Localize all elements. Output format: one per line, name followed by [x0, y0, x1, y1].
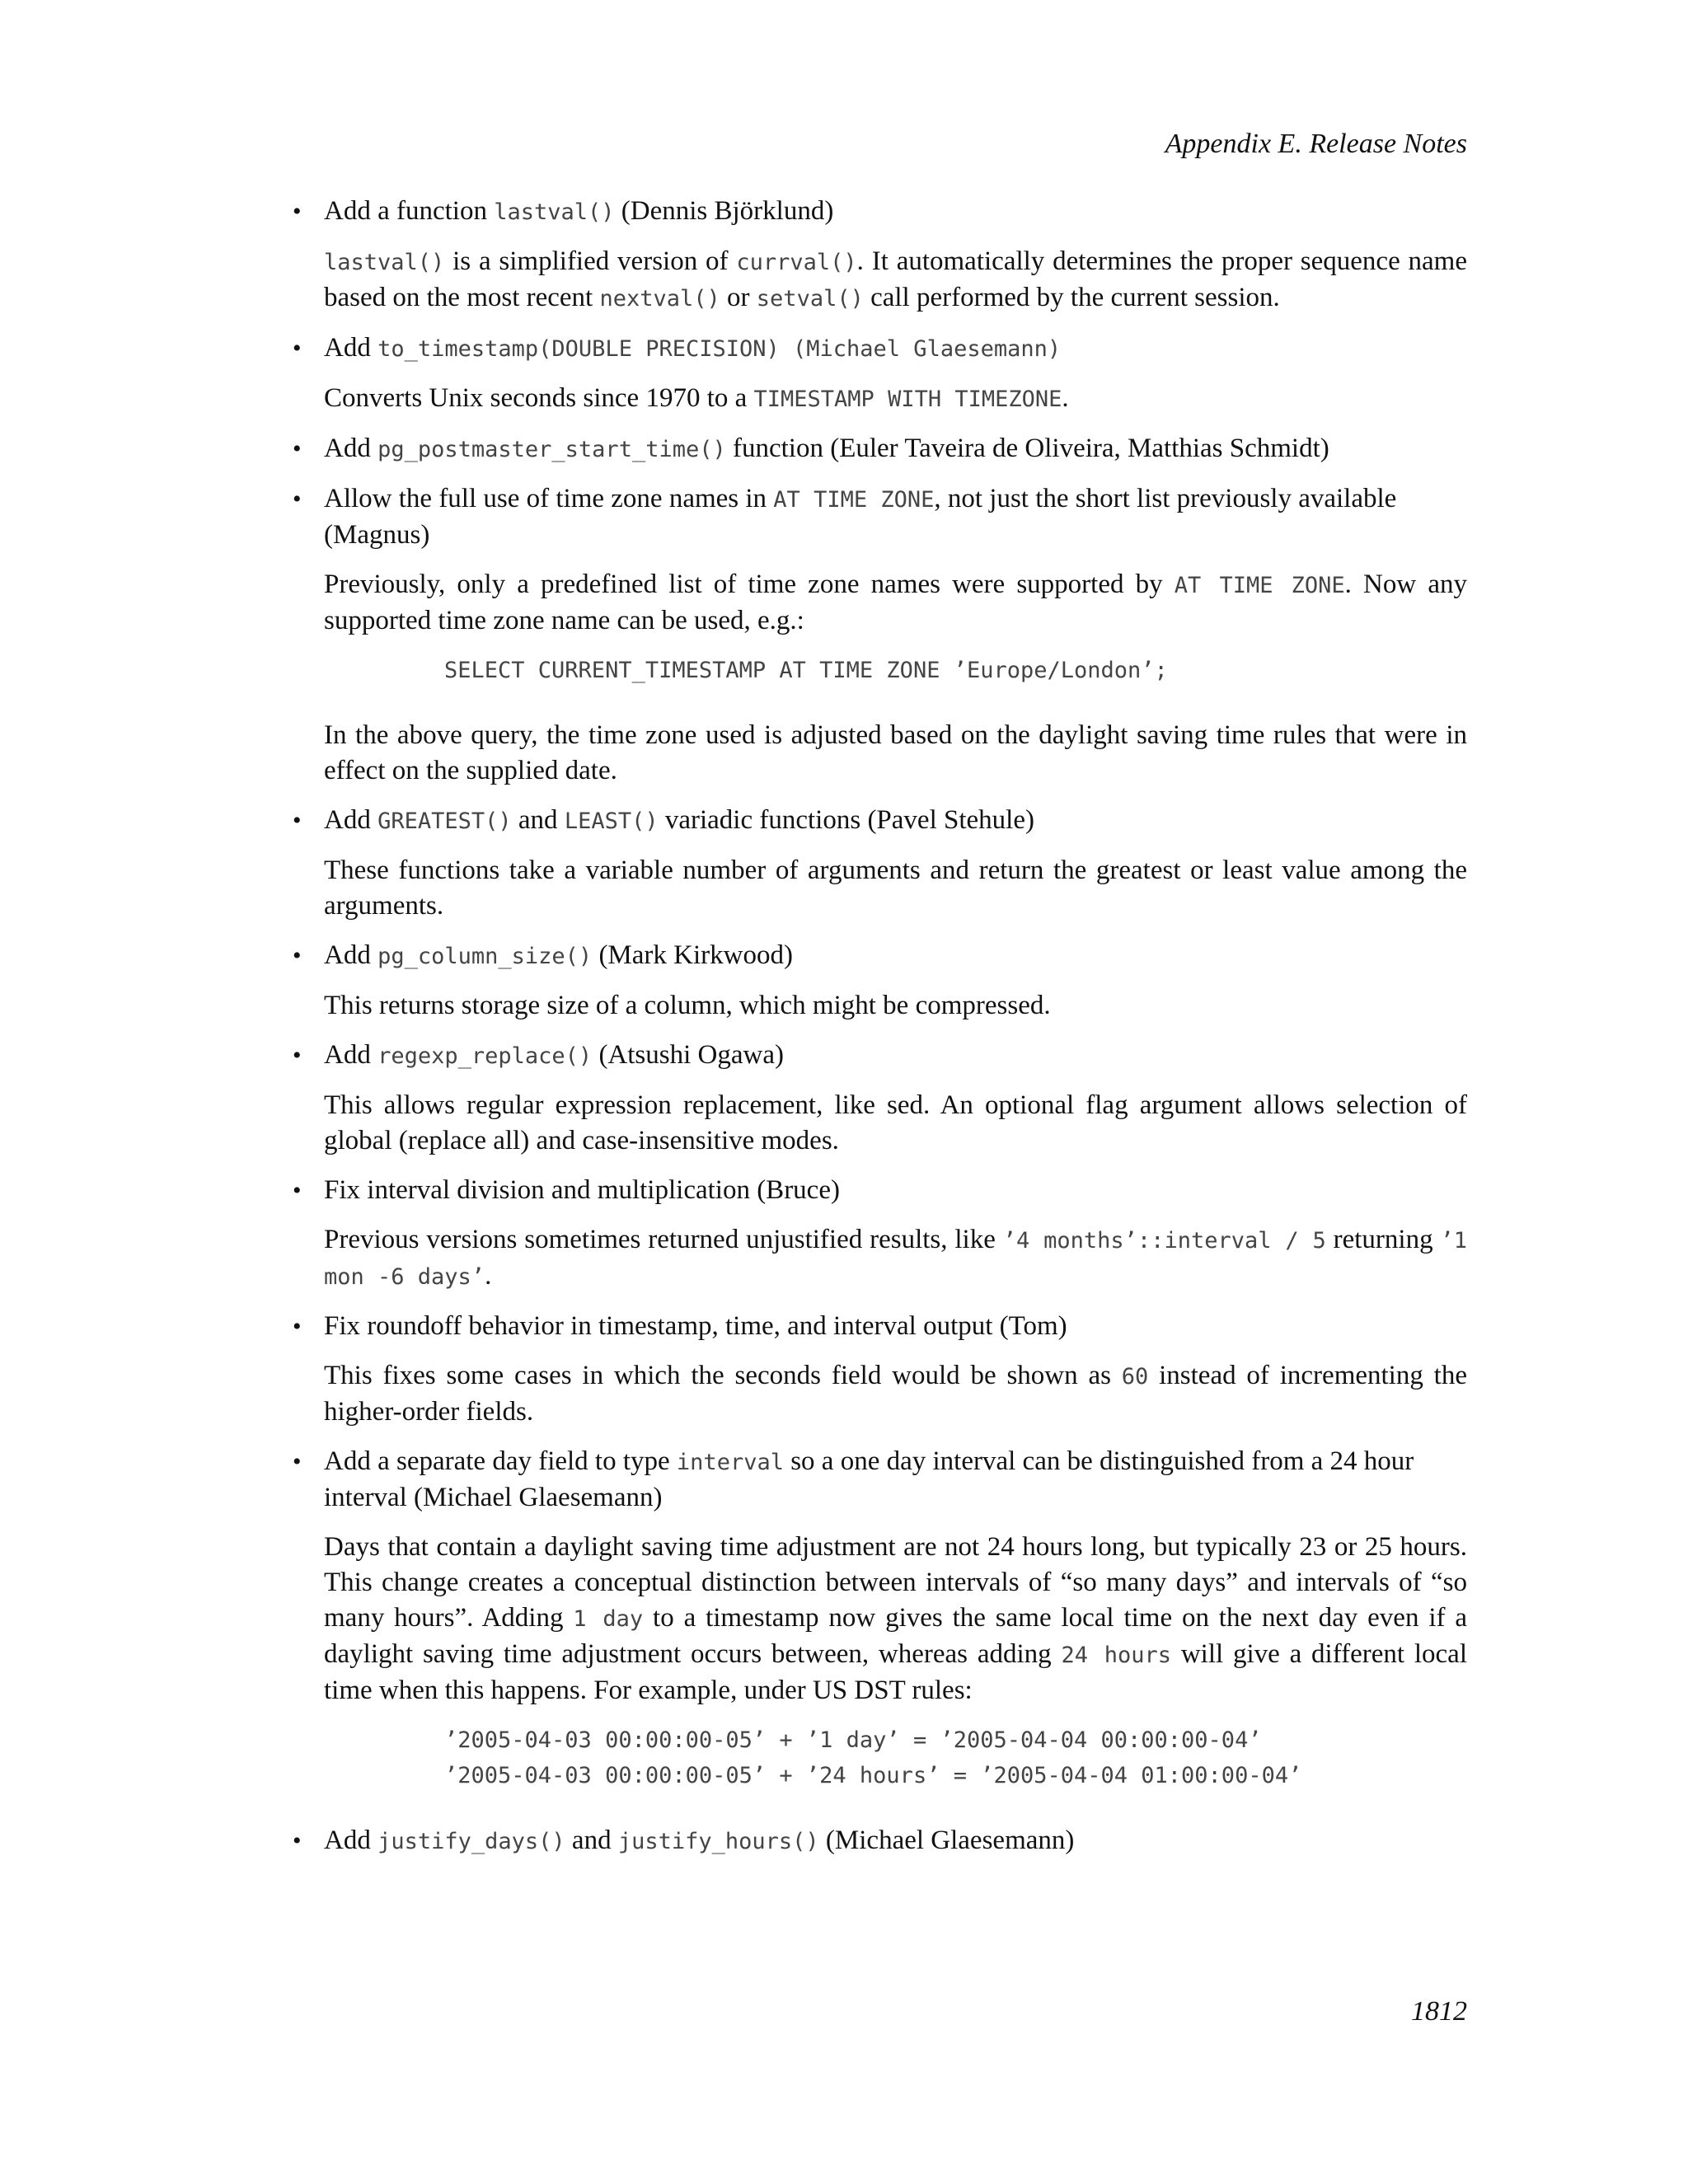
item-description: This returns storage size of a column, which might be compressed. — [324, 991, 1051, 1020]
page-number: 1812 — [1411, 1996, 1467, 2027]
item-description: This fixes some cases in which the seconds field would be shown as 60 instead of incrementing the higher-order fields. — [324, 1361, 1467, 1427]
item-lead: Add a separate day field to type interval so a one day interval can be distinguished from a 24 hour interval (Michael Glaesemann) — [324, 1446, 1414, 1512]
bullet-icon: • — [293, 198, 302, 225]
item-description: Previously, only a predefined list of time zone names were supported by AT TIME ZONE. Now any supported time zone name can be used, e.g.: — [324, 569, 1467, 635]
running-header: Appendix E. Release Notes — [1165, 129, 1467, 159]
list-item — [293, 481, 1467, 789]
item-lead: Add pg_postmaster_start_time() function (Euler Taveira de Oliveira, Matthias Schmidt) — [324, 434, 1329, 463]
list-item — [293, 1173, 1467, 1295]
list-item — [293, 938, 1467, 1024]
bullet-icon: • — [293, 1177, 302, 1204]
item-lead: Add to_timestamp(DOUBLE PRECISION) (Michael Glaesemann) — [324, 333, 1062, 363]
bullet-icon: • — [293, 1827, 302, 1854]
item-lead: Fix roundoff behavior in timestamp, time, and interval output (Tom) — [324, 1311, 1067, 1341]
code-example: ’2005-04-03 00:00:00-05’ + ’1 day’ = ’2005-04-04 00:00:00-04’ ’2005-04-03 00:00:00-05’ + ’24 hours’ = ’2005-04-04 01:00:00-04’ — [444, 1727, 1302, 1788]
list-item — [293, 330, 1467, 417]
bullet-icon: • — [293, 485, 302, 513]
list-item — [293, 194, 1467, 316]
item-description: Previous versions sometimes returned unjustified results, like ’4 months’::interval / 5 returning ’1 mon -6 days’. — [324, 1225, 1467, 1291]
item-description: This allows regular expression replacement, like sed. An optional flag argument allows selection of global (replace all) and case-insensitive modes. — [324, 1090, 1467, 1155]
bullet-icon: • — [293, 1313, 302, 1340]
bullet-icon: • — [293, 1448, 302, 1475]
list-item — [293, 1444, 1467, 1793]
bullet-icon: • — [293, 1042, 302, 1069]
item-lead: Add regexp_replace() (Atsushi Ogawa) — [324, 1040, 784, 1070]
item-lead: Add justify_days() and justify_hours() (Michael Glaesemann) — [324, 1825, 1075, 1855]
bullet-icon: • — [293, 435, 302, 462]
list-item — [293, 1823, 1467, 1859]
item-description: In the above query, the time zone used is adjusted based on the daylight saving time rules that were in effect on the supplied date. — [324, 720, 1467, 785]
list-item — [293, 1309, 1467, 1430]
release-notes-list — [293, 194, 1467, 1859]
list-item — [293, 1038, 1467, 1159]
item-lead: Add a function lastval() (Dennis Björklund) — [324, 196, 834, 226]
item-description: lastval() is a simplified version of currval(). It automatically determines the proper sequence name based on the most recent nextval() or setval() call performed by the current session. — [324, 246, 1467, 312]
item-lead: Fix interval division and multiplication (Bruce) — [324, 1175, 840, 1205]
item-lead: Add pg_column_size() (Mark Kirkwood) — [324, 940, 793, 970]
item-description: Converts Unix seconds since 1970 to a TIMESTAMP WITH TIMEZONE. — [324, 383, 1069, 413]
item-lead: Add GREATEST() and LEAST() variadic functions (Pavel Stehule) — [324, 805, 1034, 835]
item-lead: Allow the full use of time zone names in AT TIME ZONE, not just the short list previously available (Magnus) — [324, 484, 1397, 550]
item-description: These functions take a variable number of arguments and return the greatest or least value among the arguments. — [324, 855, 1467, 921]
bullet-icon: • — [293, 807, 302, 834]
bullet-icon: • — [293, 942, 302, 969]
list-item — [293, 431, 1467, 467]
list-item — [293, 803, 1467, 924]
item-description: Days that contain a daylight saving time adjustment are not 24 hours long, but typically 23 or 25 hours. This change creates a conceptual distinction between intervals of “so many days” and intervals of “so many hours”. Adding 1 day to a timestamp now gives the same local time on the next day even if a daylight saving time adjustment occurs between, whereas adding 24 hours will give a different local time when this happens. For example, under US DST rules: — [324, 1532, 1467, 1705]
code-example: SELECT CURRENT_TIMESTAMP AT TIME ZONE ’Europe/London’; — [444, 658, 1168, 683]
bullet-icon: • — [293, 335, 302, 362]
